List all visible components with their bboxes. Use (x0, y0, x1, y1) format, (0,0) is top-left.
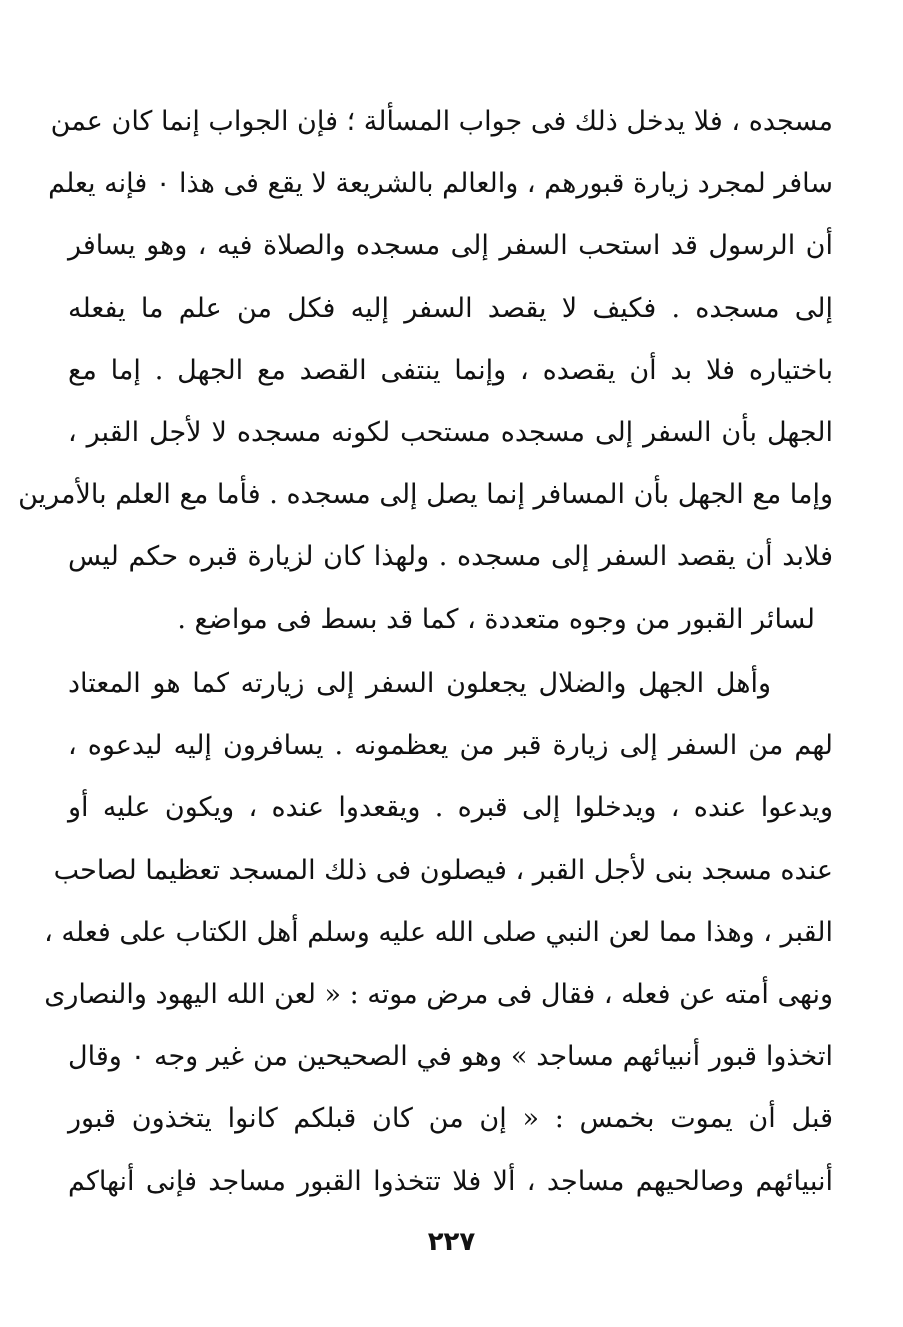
text-line: الجهل بأن السفر إلى مسجده مستحب لكونه مسجده لا لأجل القبر ، (68, 416, 833, 448)
paragraph-2 (44, 653, 833, 1213)
text-line: قبل أن يموت بخمس : « إن من كان قبلكم كانوا يتخذون قبور (68, 1103, 833, 1135)
text-line: أنبيائهم وصالحيهم مساجد ، ألا فلا تتخذوا القبور مساجد فإنى أنهاكم (68, 1165, 833, 1197)
text-line: القبر ، وهذا مما لعن النبي صلى الله عليه وسلم أهل الكتاب على فعله ، (44, 916, 833, 948)
text-line: لهم من السفر إلى زيارة قبر من يعظمونه . يسافرون إليه ليدعوه ، (68, 730, 833, 762)
text-line: مسجده ، فلا يدخل ذلك فى جواب المسألة ؛ فإن الجواب إنما كان عمن (50, 106, 833, 137)
text-line: باختياره فلا بد أن يقصده ، وإنما ينتفى القصد مع الجهل . إما مع (68, 354, 833, 386)
text-line: اتخذوا قبور أنبيائهم مساجد » وهو في الصحيحين من غير وجه ٠ وقال (68, 1041, 833, 1073)
text-line: أن الرسول قد استحب السفر إلى مسجده والصلاة فيه ، وهو يسافر (68, 230, 833, 262)
text-line: وأهل الجهل والضلال يجعلون السفر إلى زيارته كما هو المعتاد (68, 668, 771, 699)
text-line: عنده مسجد بنى لأجل القبر ، فيصلون فى ذلك المسجد تعظيما لصاحب (53, 854, 833, 886)
text-line: ويدعوا عنده ، ويدخلوا إلى قبره . ويقعدوا عنده ، ويكون عليه أو (68, 792, 833, 824)
paragraph-1 (18, 91, 833, 651)
text-line: سافر لمجرد زيارة قبورهم ، والعالم بالشريعة لا يقع فى هذا ٠ فإنه يعلم (48, 168, 833, 200)
text-line: فلابد أن يقصد السفر إلى مسجده . ولهذا كان لزيارة قبره حكم ليس (68, 541, 833, 573)
text-line: لسائر القبور من وجوه متعددة ، كما قد بسط فى مواضع . (177, 603, 815, 635)
text-line: إلى مسجده . فكيف لا يقصد السفر إليه فكل من علم ما يفعله (68, 292, 833, 324)
text-line: ونهى أمته عن فعله ، فقال فى مرض موته : « لعن الله اليهود والنصارى (44, 978, 833, 1010)
page-number: ٢٢٧ (427, 1227, 476, 1257)
text-line: وإما مع الجهل بأن المسافر إنما يصل إلى مسجده . فأما مع العلم بالأمرين (18, 479, 833, 511)
